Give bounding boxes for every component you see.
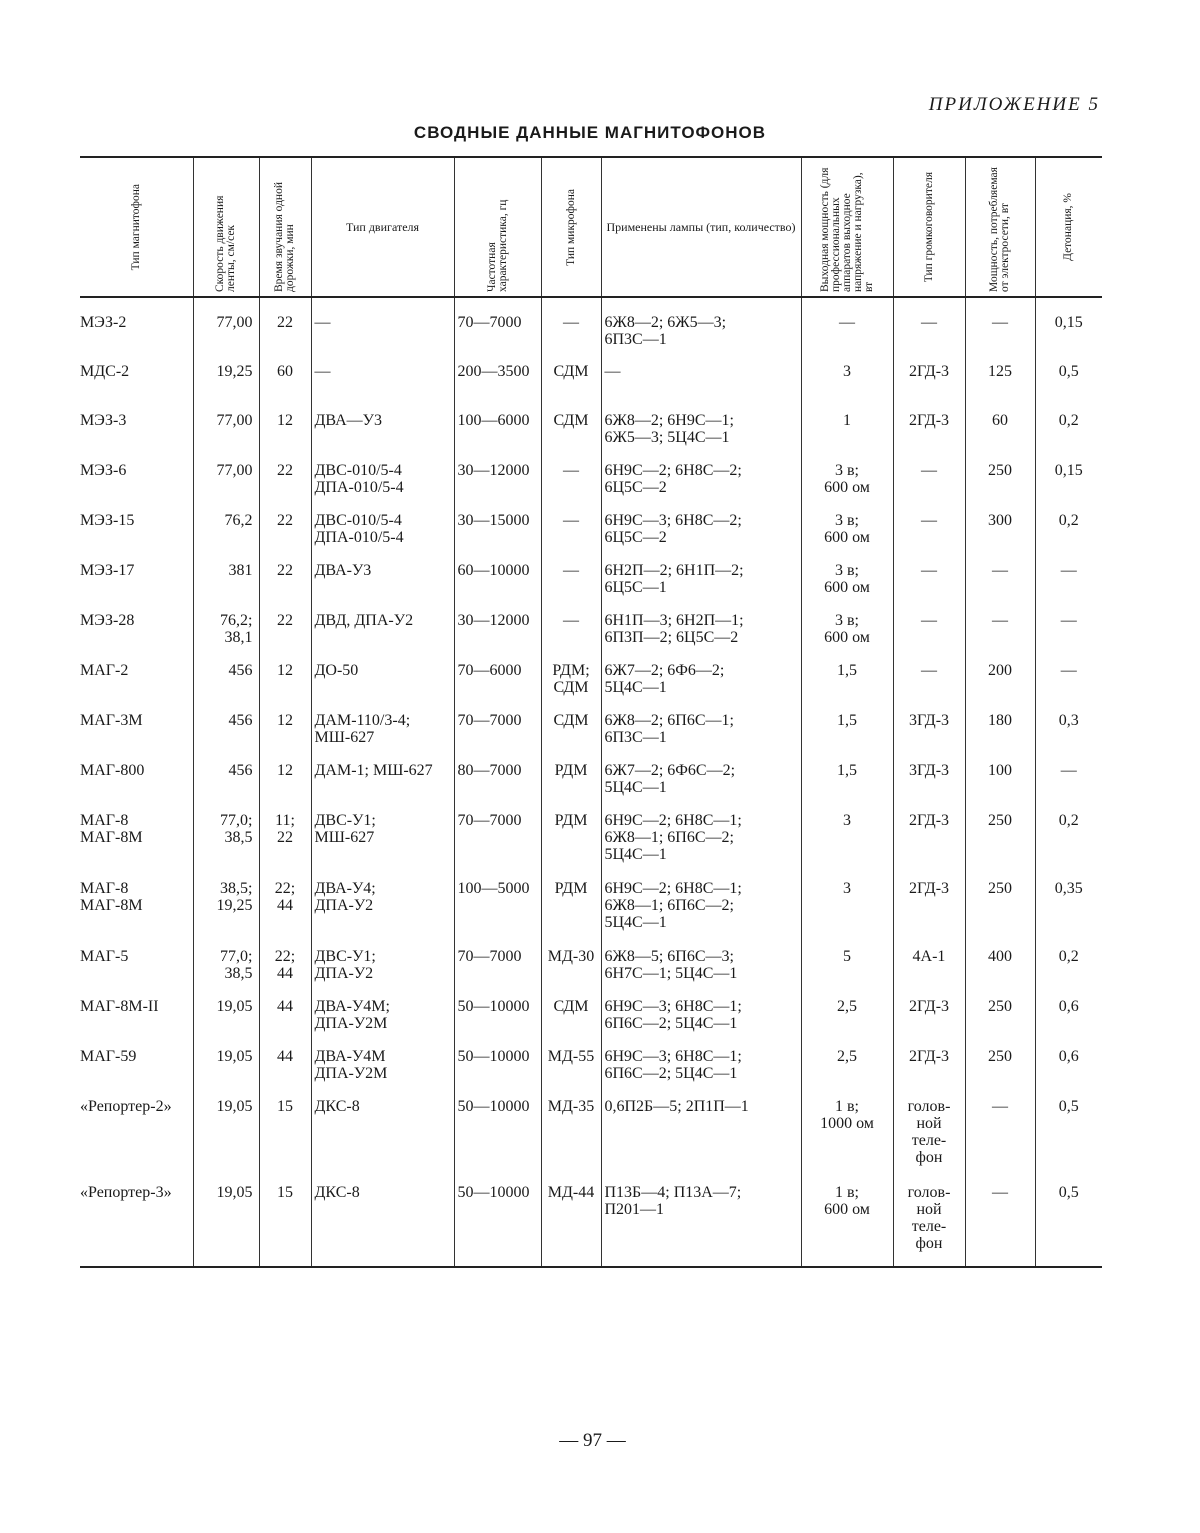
cell-output: 1,5 (801, 758, 893, 808)
cell-wow: 0,5 (1035, 1180, 1102, 1267)
page-title: СВОДНЫЕ ДАННЫЕ МАГНИТОФОНОВ (413, 123, 767, 142)
cell-microphone: СДМ (541, 359, 601, 408)
cell-duration: 22 (259, 310, 311, 359)
cell-power: — (965, 1094, 1035, 1180)
cell-speaker: — (893, 508, 965, 558)
cell-type: МАГ-8М-II (80, 998, 159, 1015)
cell-wow: — (1035, 608, 1102, 658)
cell-microphone: РДМ; СДМ (541, 658, 601, 708)
cell-speed: 38,5; 19,25 (193, 876, 259, 944)
table-header-row (80, 157, 1102, 297)
cell-frequency: 30—12000 (454, 458, 541, 508)
cell-duration: 15 (259, 1180, 311, 1267)
table-row (80, 808, 1102, 876)
cell-speaker: 3ГД-3 (893, 708, 965, 758)
cell-motor: ДВА—У3 (311, 408, 454, 458)
cell-microphone: МД-44 (541, 1180, 601, 1267)
cell-frequency: 80—7000 (454, 758, 541, 808)
cell-wow: 0,3 (1035, 708, 1102, 758)
cell-microphone: — (541, 608, 601, 658)
cell-frequency: 50—10000 (454, 1044, 541, 1094)
cell-wow: — (1035, 658, 1102, 708)
cell-frequency: 50—10000 (454, 1094, 541, 1180)
cell-output: 3 (801, 808, 893, 876)
cell-frequency: 70—7000 (454, 944, 541, 994)
cell-duration: 12 (259, 758, 311, 808)
cell-speaker: голов- ной теле- фон (893, 1180, 965, 1267)
cell-power: 60 (965, 408, 1035, 458)
cell-type: МАГ-8 МАГ-8М (80, 880, 143, 914)
cell-speaker: 3ГД-3 (893, 758, 965, 808)
cell-motor: ДВА-У4; ДПА-У2 (311, 876, 454, 944)
cell-power: 180 (965, 708, 1035, 758)
cell-output: 2,5 (801, 1044, 893, 1094)
cell-tubes: 6Н9С—2; 6Н8С—2; 6Ц5С—2 (601, 458, 801, 508)
table-body (80, 297, 1102, 1267)
cell-output: 5 (801, 944, 893, 994)
cell-speaker: — (893, 310, 965, 359)
cell-microphone: МД-30 (541, 944, 601, 994)
cell-power: — (965, 310, 1035, 359)
cell-speaker: 2ГД-3 (893, 408, 965, 458)
table-row (80, 359, 1102, 408)
cell-wow: 0,2 (1035, 944, 1102, 994)
cell-output: 3 в; 600 ом (801, 458, 893, 508)
cell-wow: 0,2 (1035, 808, 1102, 876)
cell-speed: 76,2; 38,1 (193, 608, 259, 658)
cell-speaker: голов- ной теле- фон (893, 1094, 965, 1180)
cell-speed: 76,2 (193, 508, 259, 558)
table-row (80, 758, 1102, 808)
cell-tubes: 0,6П2Б—5; 2П1П—1 (601, 1094, 801, 1180)
cell-motor: ДО-50 (311, 658, 454, 708)
cell-speed: 19,05 (193, 1094, 259, 1180)
table-row (80, 558, 1102, 608)
appendix-label: ПРИЛОЖЕНИЕ 5 (928, 94, 1100, 115)
cell-output: 3 в; 600 ом (801, 558, 893, 608)
cell-wow: 0,35 (1035, 876, 1102, 944)
cell-duration: 60 (259, 359, 311, 408)
cell-speed: 456 (193, 758, 259, 808)
cell-frequency: 70—6000 (454, 658, 541, 708)
cell-speed: 77,0; 38,5 (193, 808, 259, 876)
table-row (80, 658, 1102, 708)
cell-wow: 0,6 (1035, 1044, 1102, 1094)
cell-tubes: 6Н9С—3; 6Н8С—1; 6П6С—2; 5Ц4С—1 (601, 1044, 801, 1094)
cell-microphone: МД-35 (541, 1094, 601, 1180)
table-row (80, 708, 1102, 758)
cell-type: МАГ-2 (80, 662, 129, 679)
cell-motor: — (311, 359, 454, 408)
cell-microphone: РДМ (541, 876, 601, 944)
table-spacer (80, 297, 1102, 310)
table-row (80, 608, 1102, 658)
cell-type: МЭЗ-28 (80, 612, 135, 629)
cell-motor: ДВА-У3 (311, 558, 454, 608)
header-motor: Тип двигателя (311, 157, 454, 297)
cell-motor: — (311, 310, 454, 359)
header-type: Тип магнитофона (80, 157, 193, 297)
cell-type: МАГ-8 МАГ-8М (80, 812, 143, 846)
table-row (80, 408, 1102, 458)
cell-power: 250 (965, 994, 1035, 1044)
cell-wow: 0,2 (1035, 408, 1102, 458)
cell-motor: ДВД, ДПА-У2 (311, 608, 454, 658)
header-duration: Время звучания одной дорожки, мин (259, 157, 311, 297)
cell-microphone: СДМ (541, 994, 601, 1044)
table-row (80, 1180, 1102, 1267)
cell-output: 2,5 (801, 994, 893, 1044)
cell-power: 125 (965, 359, 1035, 408)
cell-motor: ДВС-У1; ДПА-У2 (311, 944, 454, 994)
cell-frequency: 100—6000 (454, 408, 541, 458)
cell-motor: ДВА-У4М ДПА-У2М (311, 1044, 454, 1094)
cell-wow: 0,15 (1035, 458, 1102, 508)
cell-motor: ДАМ-110/3-4; МШ-627 (311, 708, 454, 758)
cell-speed: 19,05 (193, 1180, 259, 1267)
cell-output: — (801, 310, 893, 359)
header-wow: Детонация, % (1035, 157, 1102, 297)
cell-output: 3 (801, 876, 893, 944)
cell-duration: 22; 44 (259, 944, 311, 994)
cell-output: 1,5 (801, 658, 893, 708)
cell-tubes: 6Ж8—2; 6Н9С—1; 6Ж5—3; 5Ц4С—1 (601, 408, 801, 458)
cell-motor: ДВС-У1; МШ-627 (311, 808, 454, 876)
cell-motor: ДАМ-1; МШ-627 (311, 758, 454, 808)
cell-output: 1 в; 1000 ом (801, 1094, 893, 1180)
cell-type: МАГ-59 (80, 1048, 137, 1065)
cell-speaker: — (893, 608, 965, 658)
cell-speed: 381 (193, 558, 259, 608)
cell-tubes: 6Ж8—5; 6П6С—3; 6Н7С—1; 5Ц4С—1 (601, 944, 801, 994)
cell-speaker: 2ГД-3 (893, 876, 965, 944)
header-speaker: Тип громкоговорителя (893, 157, 965, 297)
cell-type: МАГ-5 (80, 948, 129, 965)
table-row (80, 1094, 1102, 1180)
table-row (80, 310, 1102, 359)
cell-speaker: 2ГД-3 (893, 808, 965, 876)
cell-frequency: 30—12000 (454, 608, 541, 658)
cell-speaker: 4А-1 (893, 944, 965, 994)
cell-power: 250 (965, 808, 1035, 876)
cell-duration: 22 (259, 608, 311, 658)
cell-frequency: 50—10000 (454, 994, 541, 1044)
cell-speed: 19,05 (193, 1044, 259, 1094)
cell-microphone: РДМ (541, 758, 601, 808)
cell-microphone: — (541, 558, 601, 608)
cell-microphone: — (541, 310, 601, 359)
cell-frequency: 200—3500 (454, 359, 541, 408)
table-row (80, 994, 1102, 1044)
cell-tubes: 6Ж7—2; 6Ф6С—2; 5Ц4С—1 (601, 758, 801, 808)
cell-output: 3 в; 600 ом (801, 608, 893, 658)
cell-duration: 11; 22 (259, 808, 311, 876)
cell-motor: ДВС-010/5-4 ДПА-010/5-4 (311, 458, 454, 508)
cell-speaker: 2ГД-3 (893, 1044, 965, 1094)
cell-duration: 44 (259, 1044, 311, 1094)
header-microphone: Тип микрофона (541, 157, 601, 297)
cell-power: — (965, 608, 1035, 658)
table-row (80, 458, 1102, 508)
cell-type: МАГ-3М (80, 712, 143, 729)
cell-wow: 0,15 (1035, 310, 1102, 359)
header-power: Мощность, потребляемая от электросети, вт (965, 157, 1035, 297)
cell-speaker: — (893, 458, 965, 508)
cell-type: МЭЗ-6 (80, 462, 127, 479)
cell-microphone: МД-55 (541, 1044, 601, 1094)
cell-speed: 19,05 (193, 994, 259, 1044)
cell-output: 3 в; 600 ом (801, 508, 893, 558)
cell-microphone: СДМ (541, 408, 601, 458)
table-row (80, 1044, 1102, 1094)
cell-type: МДС-2 (80, 363, 130, 380)
cell-speed: 77,0; 38,5 (193, 944, 259, 994)
cell-type: МЭЗ-15 (80, 512, 135, 529)
cell-frequency: 70—7000 (454, 708, 541, 758)
cell-tubes: 6Н9С—3; 6Н8С—1; 6П6С—2; 5Ц4С—1 (601, 994, 801, 1044)
cell-speed: 456 (193, 708, 259, 758)
cell-power: — (965, 1180, 1035, 1267)
cell-output: 3 (801, 359, 893, 408)
page-number: — 97 — (559, 1430, 626, 1451)
cell-type: МЭЗ-17 (80, 562, 135, 579)
cell-duration: 12 (259, 408, 311, 458)
cell-frequency: 50—10000 (454, 1180, 541, 1267)
cell-type: МАГ-800 (80, 762, 145, 779)
cell-type: «Репортер-3» (80, 1180, 193, 1267)
cell-power: — (965, 558, 1035, 608)
cell-tubes: 6Н1П—3; 6Н2П—1; 6П3П—2; 6Ц5С—2 (601, 608, 801, 658)
cell-wow: 0,2 (1035, 508, 1102, 558)
cell-tubes: 6Н9С—3; 6Н8С—2; 6Ц5С—2 (601, 508, 801, 558)
table-row (80, 876, 1102, 944)
cell-type: «Репортер-2» (80, 1098, 172, 1115)
cell-frequency: 30—15000 (454, 508, 541, 558)
cell-power: 250 (965, 1044, 1035, 1094)
cell-duration: 15 (259, 1094, 311, 1180)
cell-frequency: 70—7000 (454, 808, 541, 876)
cell-motor: ДКС-8 (311, 1094, 454, 1180)
cell-power: 400 (965, 944, 1035, 994)
cell-motor: ДВС-010/5-4 ДПА-010/5-4 (311, 508, 454, 558)
cell-frequency: 70—7000 (454, 310, 541, 359)
cell-tubes: П13Б—4; П13А—7; П201—1 (601, 1180, 801, 1267)
cell-duration: 12 (259, 708, 311, 758)
cell-tubes: 6Ж8—2; 6Ж5—3; 6П3С—1 (601, 310, 801, 359)
cell-frequency: 100—5000 (454, 876, 541, 944)
cell-frequency: 60—10000 (454, 558, 541, 608)
cell-output: 1 в; 600 ом (801, 1180, 893, 1267)
cell-speed: 456 (193, 658, 259, 708)
cell-microphone: — (541, 458, 601, 508)
cell-tubes: 6Ж7—2; 6Ф6—2; 5Ц4С—1 (601, 658, 801, 708)
cell-duration: 22 (259, 558, 311, 608)
cell-speed: 19,25 (193, 359, 259, 408)
cell-power: 100 (965, 758, 1035, 808)
cell-tubes: 6Н9С—2; 6Н8С—1; 6Ж8—1; 6П6С—2; 5Ц4С—1 (601, 808, 801, 876)
cell-microphone: — (541, 508, 601, 558)
header-frequency: Частотная характеристика, гц (454, 157, 541, 297)
cell-duration: 44 (259, 994, 311, 1044)
cell-wow: — (1035, 558, 1102, 608)
header-tubes: Применены лампы (тип, количество) (601, 157, 801, 297)
table-row (80, 944, 1102, 994)
cell-tubes: 6Н2П—2; 6Н1П—2; 6Ц5С—1 (601, 558, 801, 608)
cell-motor: ДВА-У4М; ДПА-У2М (311, 994, 454, 1044)
cell-type: МЭЗ-2 (80, 314, 127, 331)
cell-duration: 22 (259, 458, 311, 508)
cell-speed: 77,00 (193, 408, 259, 458)
cell-power: 250 (965, 876, 1035, 944)
cell-wow: — (1035, 758, 1102, 808)
cell-output: 1 (801, 408, 893, 458)
cell-type: МЭЗ-3 (80, 412, 127, 429)
header-speed: Скорость движения ленты, см/сек (193, 157, 259, 297)
tape-recorder-table (80, 156, 1102, 1268)
cell-power: 300 (965, 508, 1035, 558)
cell-power: 200 (965, 658, 1035, 708)
cell-tubes: 6Ж8—2; 6П6С—1; 6П3С—1 (601, 708, 801, 758)
cell-speaker: 2ГД-3 (893, 994, 965, 1044)
table-row (80, 508, 1102, 558)
cell-duration: 22; 44 (259, 876, 311, 944)
cell-speaker: — (893, 658, 965, 708)
cell-tubes: 6Н9С—2; 6Н8С—1; 6Ж8—1; 6П6С—2; 5Ц4С—1 (601, 876, 801, 944)
cell-speaker: 2ГД-3 (893, 359, 965, 408)
cell-tubes: — (601, 359, 801, 408)
cell-power: 250 (965, 458, 1035, 508)
cell-duration: 22 (259, 508, 311, 558)
header-output: Выходная мощность (для профессиональных аппаратов выходное напряжение и нагрузка), вт (801, 157, 893, 297)
cell-wow: 0,5 (1035, 359, 1102, 408)
cell-wow: 0,6 (1035, 994, 1102, 1044)
cell-speed: 77,00 (193, 310, 259, 359)
cell-output: 1,5 (801, 708, 893, 758)
cell-microphone: СДМ (541, 708, 601, 758)
cell-duration: 12 (259, 658, 311, 708)
cell-speaker: — (893, 558, 965, 608)
cell-microphone: РДМ (541, 808, 601, 876)
cell-speed: 77,00 (193, 458, 259, 508)
cell-wow: 0,5 (1035, 1094, 1102, 1180)
cell-motor: ДКС-8 (311, 1180, 454, 1267)
